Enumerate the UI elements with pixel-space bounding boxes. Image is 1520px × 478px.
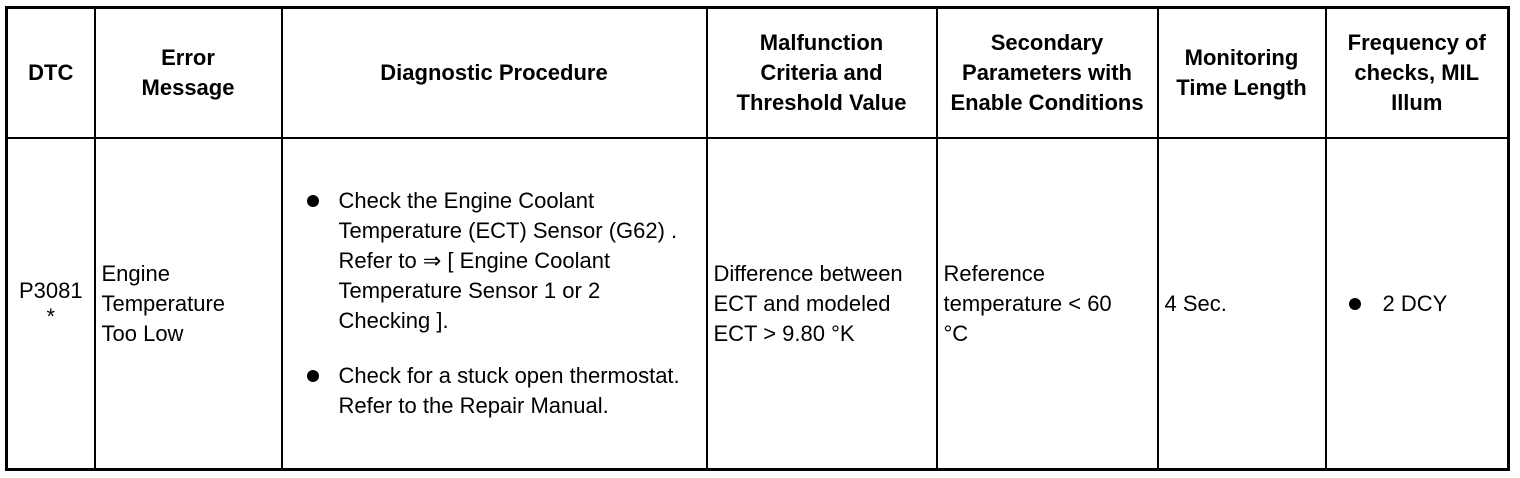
header-monitoring-time: [1158, 8, 1326, 139]
cell-diagnostic-procedure: [282, 138, 707, 470]
cell-monitoring-time: [1158, 138, 1326, 470]
cell-dtc: [7, 138, 95, 470]
procedure-list: [283, 186, 706, 421]
secondary-parameters-text: Reference temperature < 60 °C: [943, 260, 1112, 346]
list-item: [303, 186, 698, 336]
header-frequency-text: Frequency of checks, MIL Illum: [1347, 30, 1486, 115]
header-monitoring-time-text: Monitoring Time Length: [1176, 45, 1307, 100]
frequency-text: 2 DCY: [1382, 290, 1448, 316]
cell-error-message: [95, 138, 282, 470]
dtc-mark: *: [46, 303, 56, 329]
table-header: [7, 8, 1509, 139]
frequency-item: [1349, 289, 1448, 319]
cell-secondary-parameters: [937, 138, 1158, 470]
error-message-text: Engine Temperature Too Low: [101, 260, 226, 346]
procedure-step-text: Check the Engine Coolant Temperature (ECT) Sensor (G62) . Refer to ⇒ [ Engine Coolant Temperature Sensor 1 or 2 Checking ].: [338, 188, 678, 333]
monitoring-time-text: 4 Sec.: [1164, 290, 1227, 316]
procedure-step-text: Check for a stuck open thermostat. Refer to the Repair Manual.: [338, 363, 680, 418]
dtc-code: P3081: [18, 277, 83, 303]
table-row: [7, 138, 1509, 470]
bullet-icon: [307, 370, 319, 382]
bullet-icon: [307, 195, 319, 207]
header-malfunction-criteria: [707, 8, 937, 139]
header-error-message-text: Error Message: [141, 45, 235, 100]
bullet-icon: [1349, 298, 1361, 310]
header-dtc: DTC: [7, 8, 95, 139]
dtc-table: [5, 6, 1510, 471]
header-error-message: [95, 8, 282, 139]
list-item: [303, 361, 698, 421]
cell-frequency: [1326, 138, 1509, 470]
header-secondary-parameters: [937, 8, 1158, 139]
header-malfunction-criteria-text: Malfunction Criteria and Threshold Value: [736, 30, 907, 115]
header-diagnostic-procedure: Diagnostic Procedure: [282, 8, 707, 139]
malfunction-criteria-text: Difference between ECT and modeled ECT > 9.80 °K: [713, 260, 903, 346]
cell-malfunction-criteria: [707, 138, 937, 470]
header-row: [7, 8, 1509, 139]
header-frequency: [1326, 8, 1509, 139]
header-secondary-parameters-text: Secondary Parameters with Enable Conditions: [950, 30, 1144, 115]
